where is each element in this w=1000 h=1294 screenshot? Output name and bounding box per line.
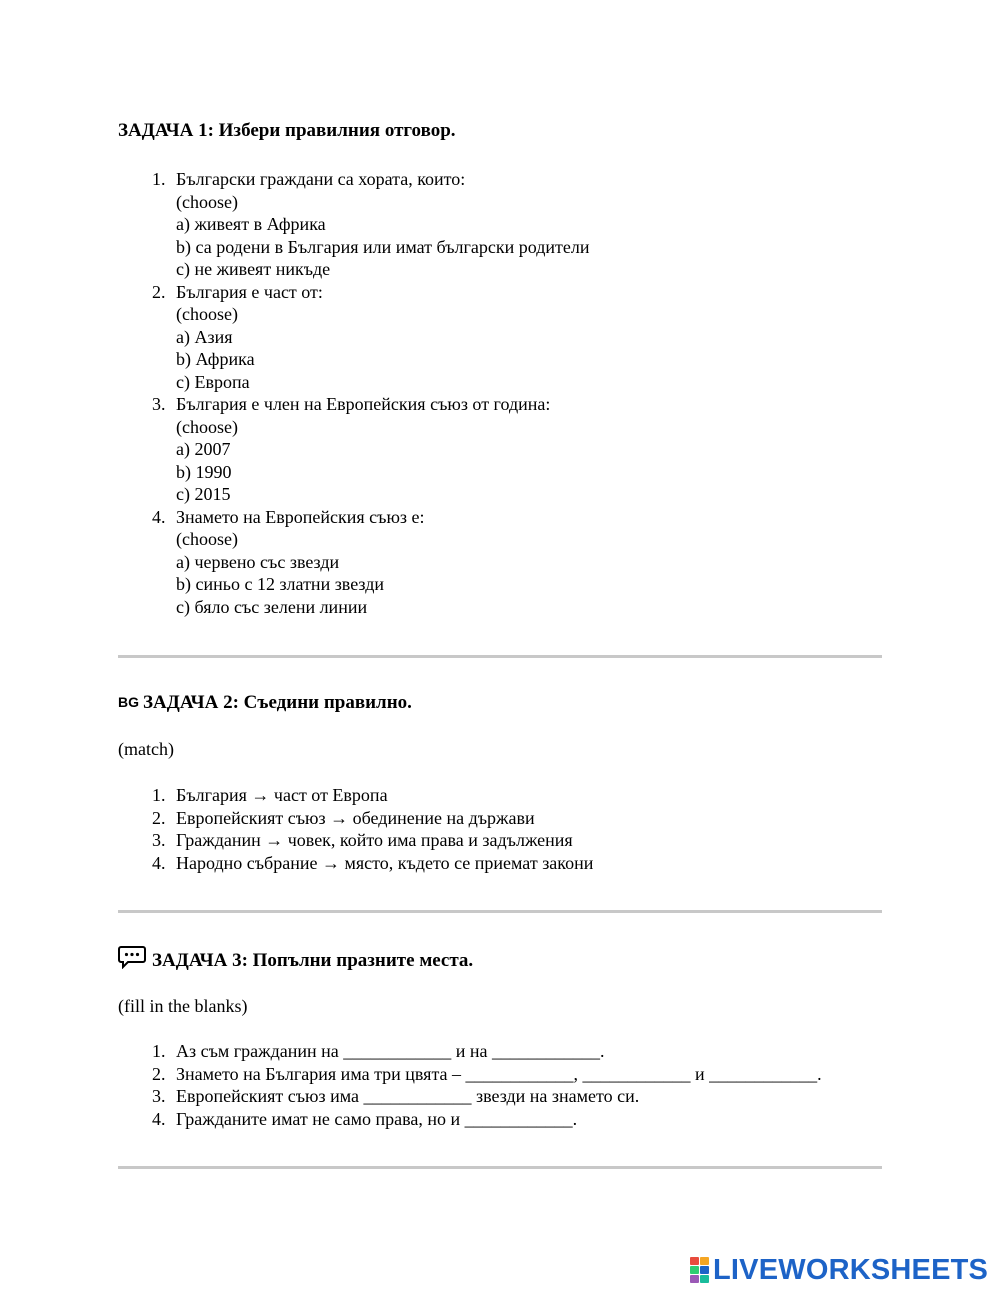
section-divider (118, 1166, 882, 1169)
question-text: България е член на Европейския съюз от година: (176, 394, 551, 414)
logo-square (690, 1257, 699, 1265)
item-number: 1. (152, 1041, 166, 1061)
section-divider (118, 655, 882, 658)
answer-option: c) не живеят никъде (176, 259, 331, 279)
answer-option: b) Африка (176, 349, 255, 369)
fill-item[interactable] (118, 1108, 882, 1131)
choose-dropdown[interactable]: (choose) (176, 191, 238, 212)
fill-item[interactable] (118, 1040, 882, 1063)
match-item[interactable] (118, 829, 882, 852)
answer-option: a) 2007 (176, 439, 231, 459)
answer-option: c) 2015 (176, 484, 231, 504)
task2-title: ЗАДАЧА 2: Съедини правилно. (143, 692, 412, 713)
match-text: България → част от Европа (176, 785, 388, 805)
fill-text[interactable]: Европейският съюз има ____________ звезди на знамето си. (176, 1086, 640, 1106)
logo-square (690, 1275, 699, 1283)
match-item[interactable] (118, 852, 882, 875)
question-3 (118, 393, 882, 506)
question-4 (118, 506, 882, 619)
task3-hint: (fill in the blanks) (118, 996, 248, 1016)
task3-blank-list (118, 1040, 882, 1130)
task2-section (118, 689, 882, 716)
item-number: 1. (152, 785, 166, 805)
item-number: 3. (152, 1086, 166, 1106)
question-number: 4. (152, 506, 166, 527)
question-2 (118, 281, 882, 394)
match-item[interactable] (118, 784, 882, 807)
match-item[interactable] (118, 807, 882, 830)
question-text: Знамето на Европейския съюз е: (176, 506, 425, 527)
question-number: 3. (152, 394, 166, 414)
task3-heading (118, 945, 882, 977)
fill-text[interactable]: Знамето на България има три цвята – ____________, ____________ и ____________. (176, 1063, 822, 1084)
item-number: 3. (152, 830, 166, 850)
item-number: 2. (152, 807, 166, 828)
logo-square (700, 1266, 709, 1274)
match-text: Гражданин → човек, който има права и задължения (176, 830, 573, 850)
task2-hint: (match) (118, 739, 174, 759)
logo-square (700, 1257, 709, 1265)
task1-title: ЗАДАЧА 1: Избери правилния отговор. (118, 120, 456, 141)
choose-dropdown[interactable]: (choose) (176, 529, 238, 549)
answer-option: b) 1990 (176, 461, 232, 482)
answer-option: c) Европа (176, 371, 250, 392)
logo-text: LIVEWORKSHEETS (713, 1253, 989, 1286)
match-text: Европейският съюз → обединение на държави (176, 807, 535, 828)
fill-text[interactable]: Гражданите имат не само права, но и ____________. (176, 1108, 578, 1129)
task3-section (118, 945, 882, 977)
choose-dropdown[interactable]: (choose) (176, 304, 238, 324)
question-1 (118, 168, 882, 281)
answer-option: b) синьо с 12 златни звезди (176, 574, 384, 594)
answer-option: a) червено със звезди (176, 551, 340, 572)
match-text: Народно събрание → място, където се приемат закони (176, 852, 594, 873)
task2-match-list[interactable] (118, 784, 882, 874)
task1-section (118, 118, 882, 144)
answer-option: b) са родени в България или имат български родители (176, 236, 590, 257)
speech-bubble-icon (118, 945, 146, 977)
fill-item[interactable] (118, 1063, 882, 1086)
answer-option: a) Азия (176, 326, 233, 347)
fill-item[interactable] (118, 1085, 882, 1108)
section-divider (118, 910, 882, 913)
task2-heading (118, 689, 882, 716)
fill-text[interactable]: Аз съм гражданин на ____________ и на ____________. (176, 1041, 605, 1061)
question-text: Български граждани са хората, които: (176, 169, 466, 189)
task3-title: ЗАДАЧА 3: Попълни празните места. (152, 950, 474, 971)
logo-mark-icon (690, 1257, 710, 1283)
question-text: България е част от: (176, 281, 323, 302)
task1-questions (118, 168, 882, 618)
question-number: 2. (152, 281, 166, 302)
logo-square (700, 1275, 709, 1283)
item-number: 2. (152, 1063, 166, 1084)
answer-option: a) живеят в Африка (176, 214, 326, 234)
item-number: 4. (152, 852, 166, 873)
logo-square (690, 1266, 699, 1274)
answer-option: c) бяло със зелени линии (176, 596, 368, 617)
item-number: 4. (152, 1108, 166, 1129)
bg-flag-icon: BG (118, 694, 139, 710)
liveworksheets-logo (690, 1252, 988, 1288)
choose-dropdown[interactable]: (choose) (176, 416, 238, 437)
question-number: 1. (152, 169, 166, 189)
